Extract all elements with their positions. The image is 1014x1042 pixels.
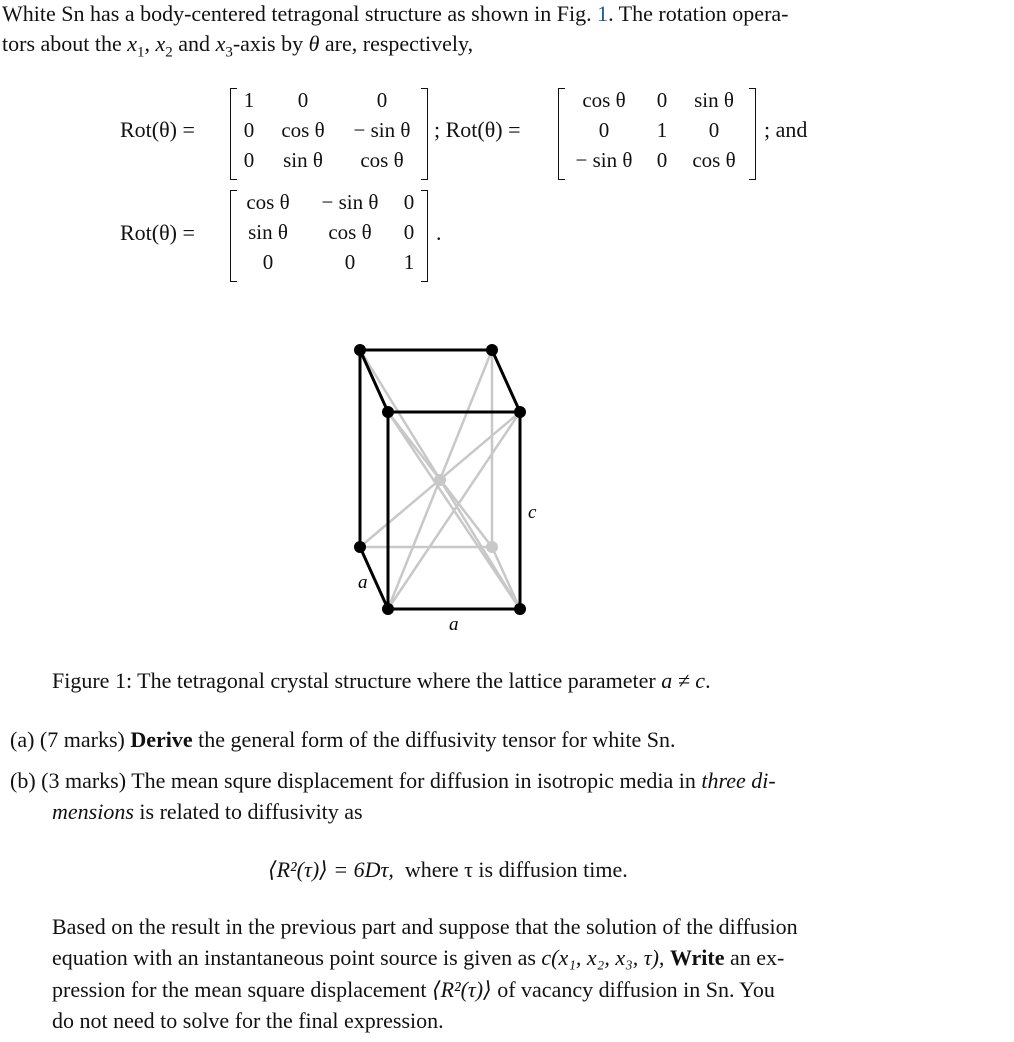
- matrix-cell: 1: [656, 118, 668, 142]
- caption-text: Figure 1: The tetragonal crystal structure where the lattice parameter: [52, 668, 656, 693]
- intro-text: and: [178, 31, 211, 56]
- matrix-cell: 0: [376, 88, 388, 112]
- bracket-left: [230, 88, 237, 180]
- part-math: c(x₁, x₂, x₃, τ),: [541, 945, 665, 970]
- math-sub: 3: [225, 44, 233, 61]
- matrix-cell: cos θ: [246, 190, 290, 214]
- part-b-line-1: [10, 767, 776, 795]
- math-var: x: [215, 31, 226, 56]
- matrix-cell: 0: [243, 118, 255, 142]
- intro-text: tors about the: [2, 31, 122, 56]
- part-text: Based on the result in the previous part and suppose that the solution of the diffusion: [52, 914, 798, 939]
- matrix-cell: cos θ: [692, 148, 736, 172]
- bracket-right: [421, 88, 428, 180]
- rot-label-x2: ; Rot(θ) =: [434, 117, 521, 142]
- matrix-cell: − sin θ: [575, 148, 633, 172]
- matrix-cell: sin θ: [694, 88, 734, 112]
- caption-math: a ≠ c: [661, 668, 706, 693]
- math-sub: 1: [137, 44, 145, 61]
- math-var: θ: [308, 31, 320, 56]
- intro-text: are, respectively,: [324, 31, 474, 56]
- bracket-right: [749, 88, 756, 180]
- equation-math: ⟨R²(τ)⟩ = 6Dτ,: [268, 857, 394, 882]
- matrix-cell: 0: [708, 118, 720, 142]
- and-label: ; and: [764, 117, 808, 142]
- math-var: x: [155, 31, 166, 56]
- part-label: (a): [10, 727, 35, 752]
- part-marks: (7 marks): [39, 727, 125, 752]
- matrix-cell: 0: [297, 88, 309, 112]
- matrix-cell: cos θ: [360, 148, 404, 172]
- bct-crystal-figure: [300, 330, 580, 640]
- label-a-bottom: a: [449, 614, 459, 635]
- part-marks: (3 marks): [41, 768, 127, 793]
- part-b-line-2: [52, 798, 363, 826]
- matrix-cell: 0: [598, 118, 610, 142]
- math-var: x: [127, 31, 138, 56]
- matrix-cell: 0: [243, 148, 255, 172]
- bracket-right: [421, 190, 428, 282]
- part-text: The mean squre displacement for diffusion in isotropic media in: [131, 768, 696, 793]
- intro-text: White Sn has a body-centered tetragonal structure as shown in Fig.: [2, 1, 592, 26]
- part-text: do not need to solve for the final expression.: [52, 1008, 444, 1033]
- punct: ,: [144, 31, 151, 56]
- part-text: equation with an instantaneous point source is given as: [52, 945, 536, 970]
- matrix-rot-x2: [558, 88, 756, 180]
- figure-reference-link[interactable]: 1: [597, 1, 609, 26]
- part-math: ⟨R²(τ)⟩: [431, 977, 492, 1002]
- body-center-atom: [434, 474, 446, 486]
- part-keyword: Write: [669, 945, 725, 970]
- part-text-italic: three di-: [701, 768, 776, 793]
- caption-end: .: [705, 668, 711, 693]
- hidden-corner-atom: [486, 541, 498, 553]
- part-text: pression for the mean square displacement: [52, 977, 427, 1002]
- part-text: is related to diffusivity as: [139, 799, 363, 824]
- figure-caption: [52, 668, 711, 694]
- rot-label-x1: Rot(θ) =: [120, 117, 195, 142]
- equation-text: where τ is diffusion time.: [404, 857, 628, 882]
- matrix-rot-x3: [230, 190, 428, 282]
- part-text: the general form of the diffusivity tensor for white Sn.: [198, 727, 676, 752]
- period: .: [436, 220, 442, 245]
- part-b-para-2: [52, 944, 784, 972]
- matrix-cell: 0: [262, 250, 274, 274]
- matrix-cell: 0: [344, 250, 356, 274]
- matrix-cell: 1: [243, 88, 255, 112]
- intro-text: . The rotation opera-: [608, 1, 789, 26]
- rot-label-x3: Rot(θ) =: [120, 220, 195, 245]
- intro-text: -axis by: [232, 31, 304, 56]
- matrix-cell: sin θ: [283, 148, 323, 172]
- matrix-cell: 0: [403, 190, 415, 214]
- matrix-cell: 1: [403, 250, 415, 274]
- part-b-para-4: [52, 1007, 444, 1035]
- label-a-side: a: [358, 572, 368, 593]
- part-b-para-1: [52, 913, 798, 941]
- msd-equation: [268, 856, 628, 884]
- part-b-para-3: [52, 976, 775, 1004]
- matrix-cell: cos θ: [328, 220, 372, 244]
- part-a: [10, 726, 676, 754]
- math-sub: 2: [165, 44, 173, 61]
- part-keyword: Derive: [130, 727, 193, 752]
- label-c: c: [528, 502, 537, 523]
- matrix-cell: cos θ: [281, 118, 325, 142]
- part-label: (b): [10, 768, 36, 793]
- intro-line-1: [2, 0, 789, 28]
- matrix-cell: − sin θ: [321, 190, 379, 214]
- part-text: of vacancy diffusion in Sn. You: [497, 977, 775, 1002]
- part-text-italic: mensions: [52, 799, 134, 824]
- matrix-rot-x1: [230, 88, 428, 180]
- matrix-cell: − sin θ: [353, 118, 411, 142]
- matrix-cell: 0: [656, 88, 668, 112]
- matrix-cell: cos θ: [582, 88, 626, 112]
- intro-line-2: [2, 30, 473, 66]
- matrix-cell: sin θ: [248, 220, 288, 244]
- matrix-cell: 0: [403, 220, 415, 244]
- matrix-cell: 0: [656, 148, 668, 172]
- part-text: an ex-: [730, 945, 785, 970]
